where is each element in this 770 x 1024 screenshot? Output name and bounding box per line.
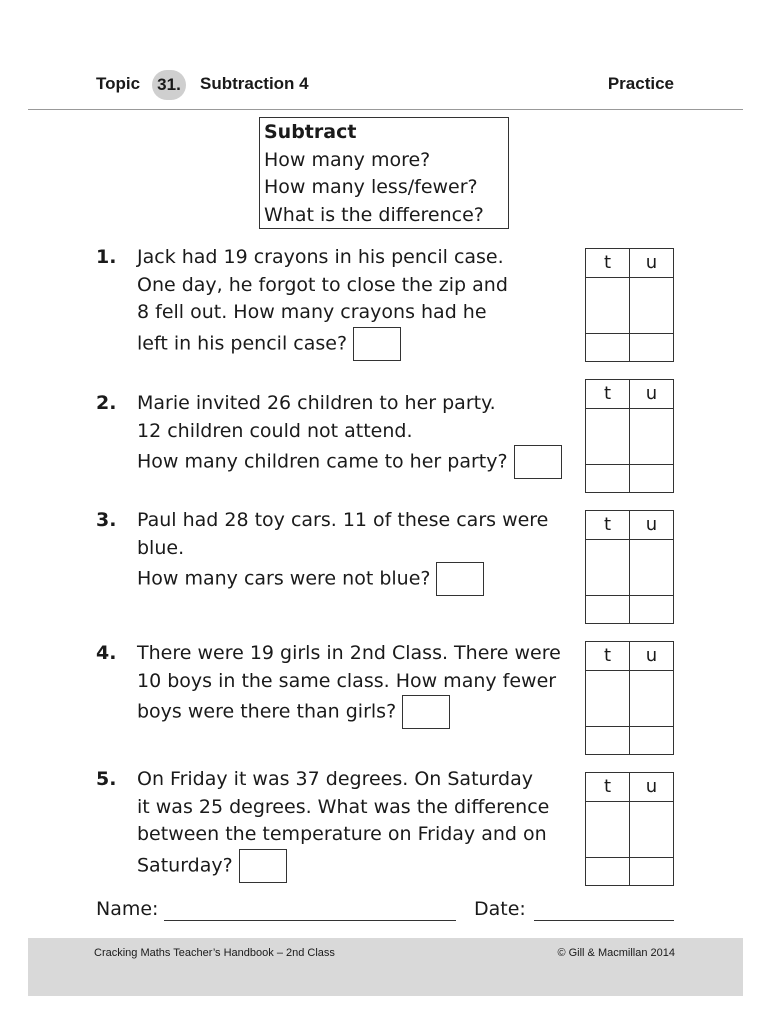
question-line: 8 fell out. How many crayons had he: [137, 301, 487, 323]
page-header: [96, 70, 674, 100]
footer-book-title: Cracking Maths Teacher’s Handbook – 2nd Class: [94, 947, 335, 959]
hint-line: What is the difference?: [264, 203, 484, 226]
question-number: 1.: [96, 246, 117, 268]
tu-table-2: [585, 379, 674, 493]
date-label: Date:: [474, 898, 526, 920]
tu-table-1: [585, 248, 674, 362]
question-line: One day, he forgot to close the zip and: [137, 273, 508, 296]
answer-box-2[interactable]: [514, 445, 562, 479]
question-number: 4.: [96, 642, 117, 664]
question-text: [137, 640, 587, 729]
question-line: left in his pencil case?: [137, 332, 348, 354]
question-number: 2.: [96, 392, 117, 414]
tens-header: t: [603, 776, 612, 797]
question-text: [137, 507, 587, 596]
question-line: blue.: [137, 536, 185, 559]
question-line: How many cars were not blue?: [137, 567, 431, 590]
question-text: [137, 244, 587, 361]
question-line: it was 25 degrees. What was the difference: [137, 795, 550, 818]
units-header: u: [645, 383, 658, 404]
hint-line: How many less/fewer?: [264, 176, 478, 198]
question-text: [137, 766, 587, 883]
answer-box-3[interactable]: [436, 562, 484, 596]
units-header: u: [645, 776, 658, 797]
question-line: 10 boys in the same class. How many fewer: [137, 669, 557, 692]
tens-header: t: [603, 383, 612, 404]
tens-header: t: [603, 514, 612, 535]
name-label: Name:: [96, 898, 159, 920]
hint-box: [259, 117, 509, 229]
section-label: Practice: [607, 74, 674, 93]
answer-box-4[interactable]: [402, 695, 450, 729]
question-line: Paul had 28 toy cars. 11 of these cars were: [137, 509, 549, 531]
question-number: 5.: [96, 768, 117, 790]
question-line: There were 19 girls in 2nd Class. There were: [137, 642, 561, 664]
question-line: On Friday it was 37 degrees. On Saturday: [137, 768, 533, 790]
answer-box-1[interactable]: [353, 327, 401, 361]
tu-table-5: [585, 772, 674, 886]
date-field[interactable]: [534, 920, 674, 921]
question-line: between the temperature on Friday and on: [137, 823, 547, 845]
topic-subject: Subtraction 4: [200, 74, 309, 93]
question-line: Saturday?: [137, 854, 233, 876]
topic-number-badge: 31.: [152, 70, 186, 100]
footer-copyright: © Gill & Macmillan 2014: [557, 947, 675, 959]
units-header: u: [645, 252, 658, 273]
tens-header: t: [603, 252, 612, 273]
question-line: Jack had 19 crayons in his pencil case.: [137, 246, 504, 268]
tu-table-3: [585, 510, 674, 624]
question-line: boys were there than girls?: [137, 700, 397, 723]
header-divider: [28, 109, 743, 110]
page-footer: [28, 938, 743, 996]
name-field[interactable]: [164, 920, 456, 921]
hint-title: Subtract: [264, 121, 357, 143]
units-header: u: [645, 514, 658, 535]
hint-line: How many more?: [264, 148, 431, 171]
tu-table-4: [585, 641, 674, 755]
question-line: Marie invited 26 children to her party.: [137, 392, 496, 414]
topic-label: Topic: [96, 74, 141, 93]
tens-header: t: [603, 645, 612, 666]
question-number: 3.: [96, 509, 117, 531]
question-text: [137, 390, 587, 479]
units-header: u: [645, 645, 658, 666]
answer-box-5[interactable]: [239, 849, 287, 883]
question-line: 12 children could not attend.: [137, 419, 413, 442]
question-line: How many children came to her party?: [137, 450, 508, 473]
